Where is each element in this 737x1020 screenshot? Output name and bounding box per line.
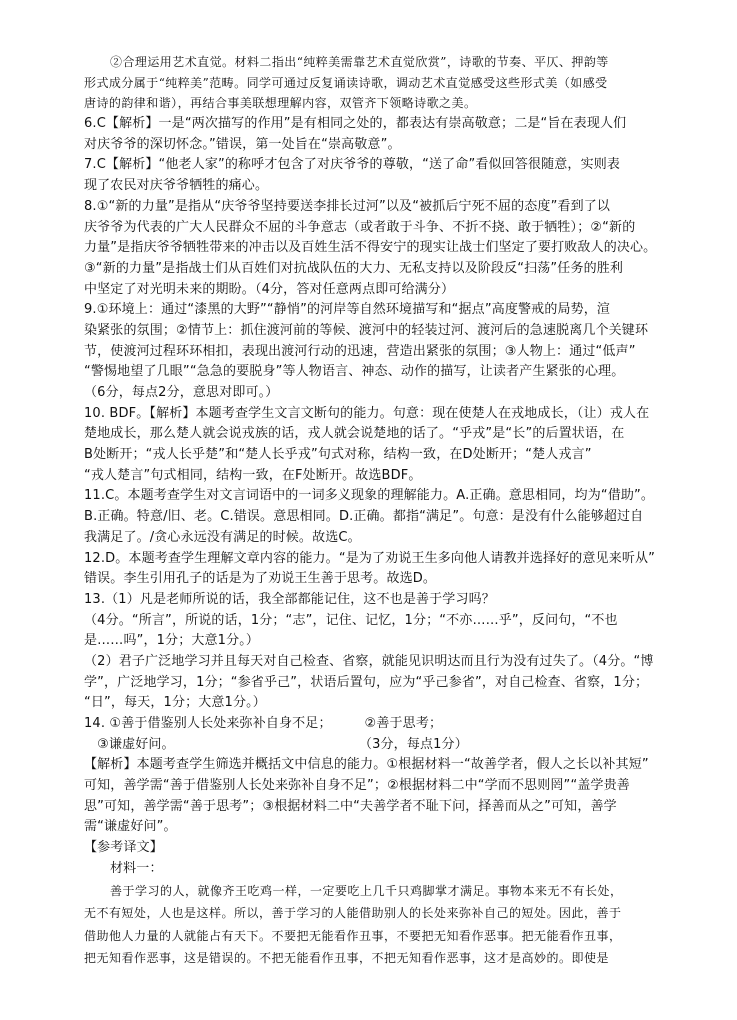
text-line: 错误。李生引用孔子的话是为了劝说王生善于思考。故选D。 [84, 571, 437, 587]
text-line: B.正确。特意/旧、老。C.错误。意思相同。D.正确。都指“满足”。句意：是没有什么能够超过自 [84, 509, 644, 525]
text-line: 唐诗的韵律和谐），再结合事美联想理解内容，双管齐下领略诗歌之美。 [84, 96, 477, 111]
text-line: 对庆爷爷的深切怀念。”错误，第一处旨在“崇高敬意”。 [84, 136, 401, 152]
text-line: 12.D。本题考查学生理解文章内容的能力。“是为了劝说王生多向他人请教并选择好的意见来听从” [84, 550, 656, 566]
text-line: 是……吗”，1分；大意1分。） [84, 633, 260, 649]
text-line: “日”，每天，1分；大意1分。） [84, 695, 266, 711]
text-line: 6.C【解析】一是“两次描写的作用”是有相同之处的，都表达有崇高敬意；二是“旨在表现人们 [84, 116, 627, 132]
text-line: 思”可知，善学需“善于思考”；③根据材料二中“夫善学者不耻下问，择善而从之”可知，善学 [84, 798, 617, 814]
text-line: 楚地成长，那么楚人就会说戎族的话，戎人就会说楚地的话了。“乎戎”是“长”的后置状语，在 [84, 426, 625, 442]
text-line: （4分。“所言”，所说的话，1分；“志”，记住、记忆，1分；“不亦……乎”，反问句，“不也 [84, 612, 618, 628]
text-line: “警惕地望了几眼”“急急的要脱身”等人物语言、神态、动作的描写，让读者产生紧张的心理。 [84, 364, 625, 380]
text-line: 可知，善学需“善于借鉴别人长处来弥补自身不足”；②根据材料二中“学而不思则罔”“盖学贵善 [84, 778, 630, 794]
text-line: B处断开；“戎人长乎楚”和“楚人长乎戎”句式对称，结构一致，在D处断开；“楚人戎言” [84, 447, 592, 463]
text-line: 善于学习的人，就像齐王吃鸡一样，一定要吃上几千只鸡脚掌才满足。事物本来无不有长处， [110, 883, 623, 898]
text-line: 11.C。本题考查学生对文言词语中的一词多义现象的理解能力。A.正确。意思相同，均为“借助”。 [84, 488, 655, 504]
text-line: 中坚定了对光明未来的期盼。（4分，答对任意两点即可给满分） [84, 281, 455, 297]
text-line: ②合理运用艺术直觉。材料二指出“纯粹美需靠艺术直觉欣赏”，诗歌的节奏、平仄、押韵等 [110, 55, 609, 69]
text-line: （2）君子广泛地学习并且每天对自己检查、省察，就能见识明达而且行为没有过失了。（4分。“博 [84, 653, 654, 669]
text-line: 无不有短处，人也是这样。所以，善于学习的人能借助别人的长处来弥补自己的短处。因此，善于 [84, 906, 622, 920]
text-line: 10. BDF。【解析】本题考查学生文言文断句的能力。句意：现在使楚人在戎地成长，（让）戎人在 [84, 405, 650, 421]
text-line: 【解析】本题考查学生筛选并概括文中信息的能力。①根据材料一“故善学者，假人之长以补其短” [84, 757, 649, 773]
text-line: “戎人楚言”句式相同，结构一致，在F处断开。故选BDF。 [84, 467, 422, 483]
text-line: ③“新的力量”是指战士们从百姓们对抗战队伍的大力、无私支持以及阶段反“扫荡”任务的胜利 [84, 260, 624, 276]
text-line: 我满足了。/贪心永远没有满足的时候。故选C。 [84, 529, 361, 545]
text-line: （6分，每点2分，意思对即可。） [84, 385, 279, 400]
text-line: ③谦虚好问。 （3分，每点1分） [84, 736, 468, 752]
text-line: 需“谦虚好问”。 [84, 819, 177, 835]
text-line: 形式成分属于“纯粹美”范畴。同学可通过反复诵读诗歌，调动艺术直觉感受这些形式美（如感受 [84, 75, 608, 90]
text-line: 现了农民对庆爷爷牺牲的痛心。 [84, 178, 269, 194]
text-line: 7.C【解析】“他老人家”的称呼才包含了对庆爷爷的尊敬，“送了命”看似回答很随意，实则表 [84, 157, 621, 173]
text-line: 13.（1）凡是老师所说的话，我全部都能记住，这不也是善于学习吗？ [84, 591, 495, 607]
text-line: 材料一： [110, 860, 163, 876]
text-line: 9.①环境上：通过“漆黑的大野”“静悄”的河岸等自然环境描写和“据点”高度警戒的局势，渲 [84, 302, 611, 318]
text-line: 【参考译文】 [84, 840, 163, 856]
text-line: 节，使渡河过程环环相扣，表现出渡河行动的迅速，营造出紧张的氛围；③人物上：通过“低声” [84, 343, 636, 359]
text-line: 14. ①善于借鉴别人长处来弥补自身不足； ②善于思考； [84, 716, 443, 731]
text-line: 学”，广泛地学习，1分；“参省乎己”，状语后置句，应为“乎己参省”，对自己检查、省察，1分； [84, 674, 649, 690]
answer-key-page [84, 52, 690, 970]
text-line: 力量”是指庆爷爷牺牲带来的冲击以及百姓生活不得安宁的现实让战士们坚定了要打败敌人的决心。 [84, 240, 657, 256]
text-line: 把无知看作恶事，这是错误的。不把无能看作丑事，不把无知看作恶事，这才是高妙的。即使是 [84, 951, 610, 965]
text-line: 染紧张的氛围；②情节上：抓住渡河前的等候、渡河中的轻装过河、渡河后的急速脱离几个关键环 [84, 322, 649, 338]
text-line: 8.①“新的力量”是指从“庆爷爷坚持要送李排长过河”以及“被抓后宁死不屈的态度”看到了以 [84, 198, 611, 214]
text-line: 借助他人力量的人就能占有天下。不要把无能看作丑事，不要把无知看作恶事。把无能看作丑事， [84, 928, 622, 943]
text-line: 庆爷爷为代表的广大人民群众不屈的斗争意志（或者敢于斗争、不折不挠、敢于牺牲）；②“新的 [84, 219, 636, 235]
